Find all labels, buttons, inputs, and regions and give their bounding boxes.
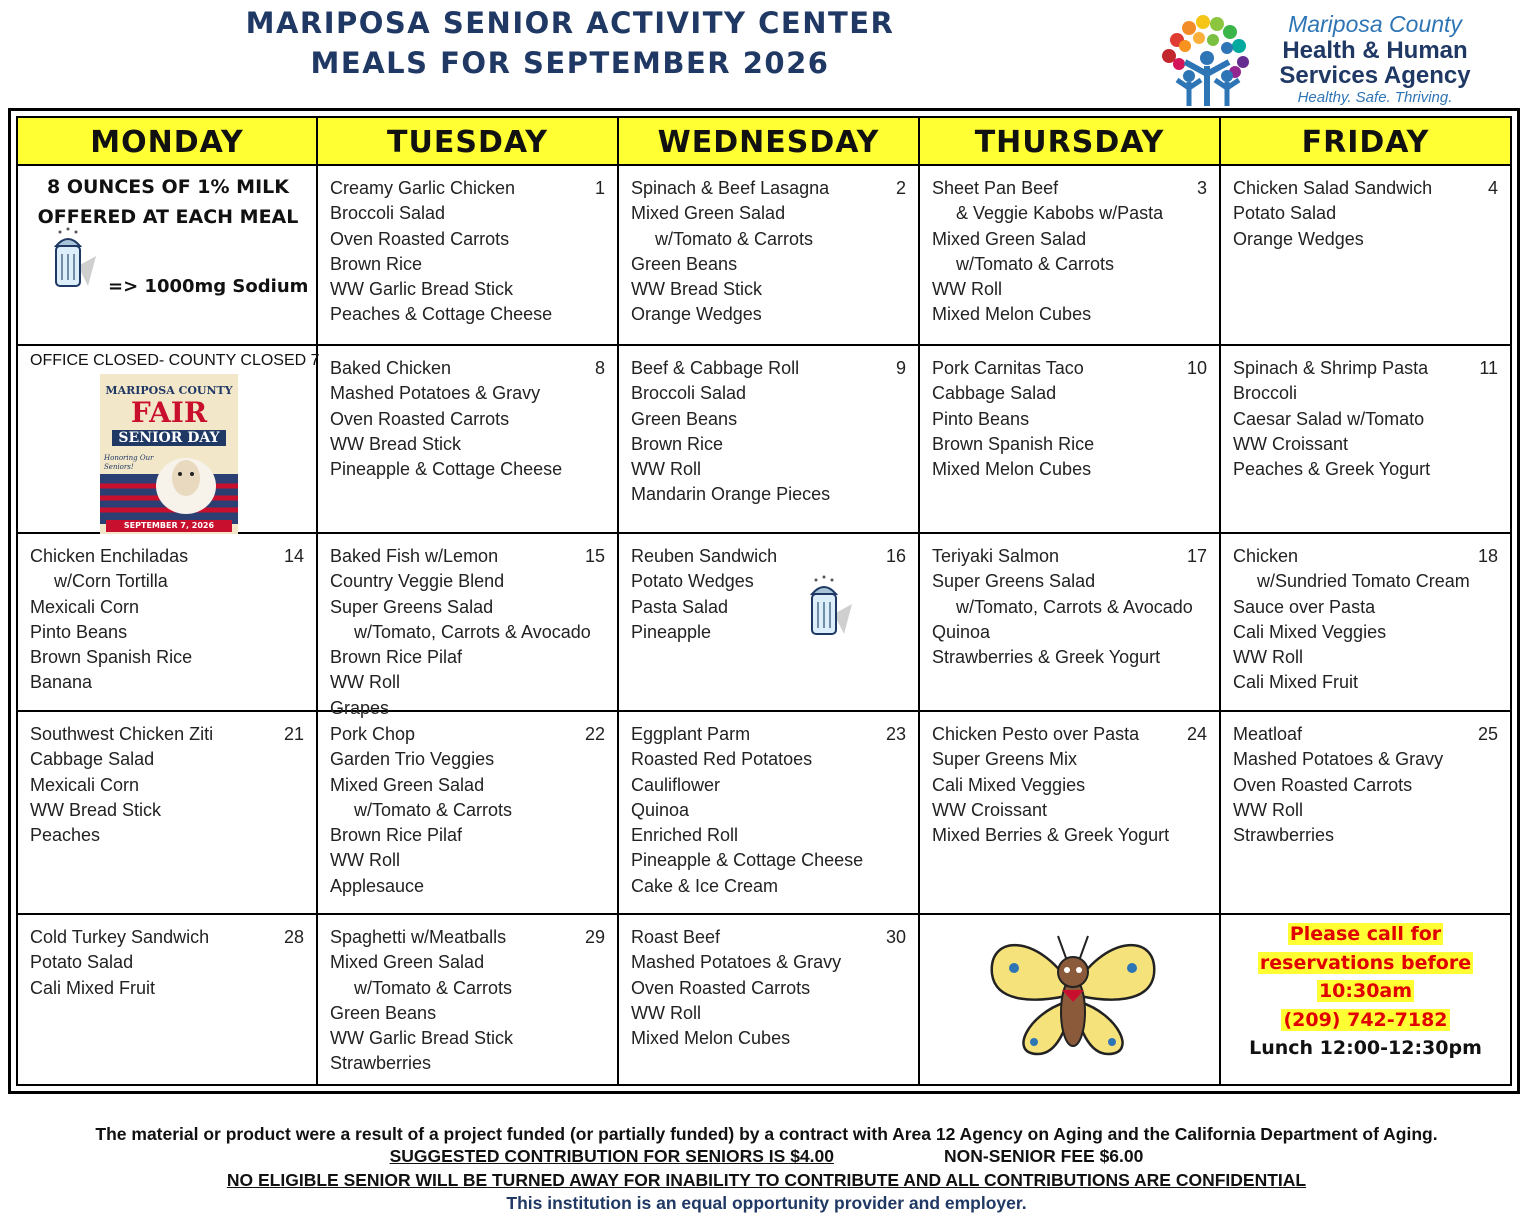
menu-item: Pinto Beans — [30, 621, 128, 642]
reservation-phone: (209) 742-7182 — [1283, 1008, 1448, 1031]
day-number: 18 — [1477, 546, 1498, 566]
menu-item: Cali Mixed Fruit — [1233, 672, 1359, 693]
menu-item: Sheet Pan Beef — [932, 178, 1059, 198]
menu-item: Mexicali Corn — [30, 774, 140, 795]
menu-item: Oven Roasted Carrots — [330, 408, 510, 429]
meal-cell — [330, 722, 611, 899]
suggested-contribution: SUGGESTED CONTRIBUTION FOR SENIORS IS $4.00 — [389, 1146, 834, 1166]
day-number: 10 — [1186, 358, 1207, 378]
menu-item: Green Beans — [631, 408, 738, 429]
menu-item: Cabbage Salad — [932, 383, 1057, 404]
menu-item: Cold Turkey Sandwich — [30, 927, 210, 947]
meal-cell — [631, 722, 912, 899]
menu-item: Spaghetti w/Meatballs — [330, 927, 507, 947]
reservation-line2: reservations before — [1259, 951, 1472, 974]
menu-item: WW Garlic Bread Stick — [330, 1028, 514, 1049]
menu-item: Brown Spanish Rice — [932, 433, 1095, 454]
grid-line — [18, 913, 1510, 915]
day-header-thursday: THURSDAY — [920, 118, 1219, 164]
menu-item: Pasta Salad — [631, 596, 729, 617]
menu-item: Roast Beef — [631, 927, 721, 947]
menu-item: WW Roll — [932, 279, 1002, 300]
tree-family-icon — [1155, 10, 1265, 110]
menu-item: Roasted Red Potatoes — [631, 749, 813, 770]
menu-item: Orange Wedges — [631, 304, 762, 325]
day-number: 15 — [584, 546, 605, 566]
menu-item: w/Tomato & Carrots — [655, 228, 814, 249]
logo-agency-line1: Health & Human — [1282, 37, 1468, 64]
menu-item: w/Corn Tortilla — [54, 571, 168, 592]
day-number: 3 — [1196, 178, 1207, 198]
funding-notice: The material or product were a result of a project funded (or partially funded) by a contract with Area 12 Agency on Aging and the California Department of Aging. — [95, 1124, 1438, 1144]
logo-tagline: Healthy. Safe. Thriving. — [1297, 89, 1453, 106]
menu-item: WW Roll — [1233, 799, 1303, 820]
day-number: 4 — [1487, 178, 1498, 198]
menu-item: Oven Roasted Carrots — [330, 228, 510, 249]
logo-agency-line2: Services Agency — [1279, 62, 1471, 89]
menu-item: Chicken Pesto over Pasta — [932, 724, 1140, 744]
menu-item: Potato Salad — [30, 952, 134, 973]
day-number: 29 — [584, 927, 605, 947]
menu-item: Mixed Melon Cubes — [631, 1028, 791, 1049]
menu-item: Reuben Sandwich — [631, 546, 778, 566]
sodium-note: => 1000mg Sodium — [108, 276, 309, 297]
butterfly-mascot-icon — [978, 924, 1168, 1074]
menu-item: Pineapple — [631, 621, 712, 642]
menu-item: Caesar Salad w/Tomato — [1233, 408, 1425, 429]
menu-item: & Veggie Kabobs w/Pasta — [956, 203, 1164, 224]
meal-cell — [1233, 544, 1504, 696]
milk-note-line2: OFFERED AT EACH MEAL — [37, 206, 299, 228]
meal-cell — [30, 925, 310, 1001]
day-header-wednesday: WEDNESDAY — [619, 118, 918, 164]
calendar-frame — [8, 108, 1520, 1094]
menu-item: Cake & Ice Cream — [631, 875, 779, 896]
meal-cell — [1233, 356, 1504, 482]
menu-item: WW Roll — [330, 850, 400, 871]
day-number: 16 — [885, 546, 906, 566]
menu-item: Oven Roasted Carrots — [1233, 774, 1413, 795]
menu-item: Cali Mixed Veggies — [1233, 621, 1387, 642]
day-number: 11 — [1479, 358, 1498, 378]
poster-date: SEPTEMBER 7, 2026 — [123, 521, 215, 530]
meal-cell — [1233, 176, 1504, 252]
day-number: 7 — [310, 352, 320, 369]
day-number: 24 — [1186, 724, 1207, 744]
agency-logo — [1155, 10, 1485, 108]
poster-fair: FAIR — [130, 396, 208, 429]
lunch-hours: Lunch 12:00-12:30pm — [1249, 1037, 1482, 1059]
menu-item: Strawberries — [1233, 825, 1335, 846]
meal-cell — [631, 176, 912, 328]
menu-item: Enriched Roll — [631, 825, 739, 846]
menu-item: Pork Carnitas Taco — [932, 358, 1084, 378]
menu-item: Mexicali Corn — [30, 596, 140, 617]
page-title: MARIPOSA SENIOR ACTIVITY CENTER — [245, 6, 895, 40]
menu-item: Spinach & Beef Lasagna — [631, 178, 830, 198]
menu-item: Peaches & Greek Yogurt — [1233, 459, 1431, 480]
menu-item: Brown Rice — [631, 433, 724, 454]
menu-item: Broccoli Salad — [330, 203, 446, 224]
menu-item: Creamy Garlic Chicken — [330, 178, 516, 198]
menu-item: Cali Mixed Veggies — [932, 774, 1086, 795]
menu-item: Mandarin Orange Pieces — [631, 484, 831, 505]
meal-cell — [631, 356, 912, 508]
meal-cell — [30, 722, 310, 848]
menu-item: Teriyaki Salmon — [932, 546, 1060, 566]
menu-item: WW Roll — [330, 672, 400, 693]
menu-item: Spinach & Shrimp Pasta — [1233, 358, 1429, 378]
menu-item: Strawberries & Greek Yogurt — [932, 647, 1161, 668]
menu-item: Pineapple & Cottage Cheese — [330, 459, 563, 480]
menu-item: Oven Roasted Carrots — [631, 977, 811, 998]
menu-item: Super Greens Mix — [932, 749, 1078, 770]
menu-item: Baked Chicken — [330, 358, 452, 378]
menu-item: Quinoa — [631, 799, 690, 820]
day-number: 28 — [283, 927, 304, 947]
grid-line — [18, 164, 1510, 166]
contribution-notice — [0, 1146, 1533, 1167]
menu-item: Pork Chop — [330, 724, 416, 744]
menu-item: Mixed Green Salad — [631, 203, 786, 224]
day-number: 1 — [594, 178, 605, 198]
menu-item: WW Roll — [1233, 647, 1303, 668]
menu-item: Mixed Melon Cubes — [932, 459, 1092, 480]
meal-cell — [932, 356, 1213, 482]
menu-item: Chicken — [1233, 546, 1299, 566]
menu-item: WW Croissant — [1233, 433, 1349, 454]
grid-line — [316, 118, 318, 1084]
meal-cell — [30, 544, 310, 696]
day-number: 21 — [283, 724, 304, 744]
meal-cell — [1233, 722, 1504, 848]
menu-item: Brown Rice Pilaf — [330, 647, 463, 668]
meal-cell — [932, 544, 1213, 670]
salt-shaker-icon — [48, 226, 98, 290]
menu-item: w/Tomato & Carrots — [956, 253, 1115, 274]
senior-day-poster — [100, 374, 238, 534]
menu-item: Applesauce — [330, 875, 425, 896]
menu-item: Southwest Chicken Ziti — [30, 724, 214, 744]
menu-item: WW Bread Stick — [30, 799, 162, 820]
day-number: 22 — [584, 724, 605, 744]
menu-item: Orange Wedges — [1233, 228, 1364, 249]
menu-item: Mashed Potatoes & Gravy — [1233, 749, 1444, 770]
non-senior-fee: NON-SENIOR FEE $6.00 — [944, 1146, 1144, 1166]
calendar-grid — [16, 116, 1512, 1086]
day-header-tuesday: TUESDAY — [318, 118, 617, 164]
grid-line — [18, 532, 1510, 534]
menu-item: w/Tomato, Carrots & Avocado — [956, 596, 1193, 617]
menu-item: Super Greens Salad — [330, 596, 494, 617]
menu-item: Potato Wedges — [631, 571, 754, 592]
grid-line — [18, 344, 1510, 346]
menu-item: Peaches & Cottage Cheese — [330, 304, 553, 325]
meal-cell — [631, 925, 912, 1051]
menu-item: Cabbage Salad — [30, 749, 155, 770]
milk-note — [18, 172, 318, 232]
menu-item: w/Tomato & Carrots — [354, 799, 513, 820]
menu-item: Brown Rice — [330, 253, 423, 274]
menu-item: Mixed Green Salad — [932, 228, 1087, 249]
poster-county: MARIPOSA COUNTY — [105, 384, 233, 397]
grid-line — [918, 118, 920, 1084]
menu-item: Super Greens Salad — [932, 571, 1096, 592]
poster-senior-day: SENIOR DAY — [112, 430, 226, 446]
menu-item: Sauce over Pasta — [1233, 596, 1376, 617]
menu-item: Broccoli Salad — [631, 383, 747, 404]
day-header-friday: FRIDAY — [1221, 118, 1510, 164]
day-number: 23 — [885, 724, 906, 744]
menu-item: Beef & Cabbage Roll — [631, 358, 800, 378]
equal-opportunity-notice: This institution is an equal opportunity provider and employer. — [506, 1193, 1027, 1213]
meal-cell — [330, 356, 611, 482]
menu-item: Broccoli — [1233, 383, 1298, 404]
menu-item: WW Garlic Bread Stick — [330, 279, 514, 300]
menu-item: Country Veggie Blend — [330, 571, 505, 592]
menu-item: Meatloaf — [1233, 724, 1303, 744]
reservation-time: 10:30am — [1318, 980, 1413, 1002]
menu-item: Peaches — [30, 825, 101, 846]
menu-item: Pinto Beans — [932, 408, 1030, 429]
menu-item: Garden Trio Veggies — [330, 749, 495, 770]
grid-line — [617, 118, 619, 1084]
grid-line — [18, 710, 1510, 712]
menu-item: Brown Spanish Rice — [30, 647, 193, 668]
logo-county: Mariposa County — [1288, 11, 1462, 37]
day-header-monday: MONDAY — [18, 118, 316, 164]
meal-cell — [330, 925, 611, 1077]
day-number: 2 — [895, 178, 906, 198]
reservation-box — [1221, 920, 1510, 1063]
menu-item: Mashed Potatoes & Gravy — [330, 383, 541, 404]
day-number: 25 — [1477, 724, 1498, 744]
menu-item: Mixed Melon Cubes — [932, 304, 1092, 325]
menu-item: WW Roll — [631, 459, 701, 480]
meal-cell — [631, 544, 912, 645]
day-number: 30 — [885, 927, 906, 947]
day-number: 9 — [895, 358, 906, 378]
menu-item: Cali Mixed Fruit — [30, 977, 156, 998]
menu-item: Strawberries — [330, 1053, 432, 1074]
menu-item: WW Bread Stick — [631, 279, 763, 300]
day-number: 17 — [1186, 546, 1207, 566]
menu-item: Pineapple & Cottage Cheese — [631, 850, 864, 871]
page-subtitle: MEALS FOR SEPTEMBER 2026 — [310, 46, 830, 80]
poster-honoring: Honoring Our Seniors! — [104, 454, 154, 471]
menu-item: w/Tomato, Carrots & Avocado — [354, 621, 591, 642]
milk-note-line1: 8 OUNCES OF 1% MILK — [47, 176, 289, 198]
reservation-line1: Please call for — [1289, 923, 1442, 945]
menu-item: Quinoa — [932, 621, 991, 642]
menu-item: Grapes — [330, 697, 390, 718]
menu-item: Mixed Berries & Greek Yogurt — [932, 825, 1170, 846]
menu-item: Chicken Enchiladas — [30, 546, 189, 566]
meal-cell — [932, 722, 1213, 848]
office-closed-note — [30, 352, 320, 370]
meal-cell — [330, 176, 611, 328]
menu-item: Baked Fish w/Lemon — [330, 546, 499, 566]
no-eligible-notice: NO ELIGIBLE SENIOR WILL BE TURNED AWAY FOR INABILITY TO CONTRIBUTE AND ALL CONTRIBUTIONS ARE CONFIDENTIAL — [226, 1170, 1307, 1190]
menu-item: WW Croissant — [932, 799, 1048, 820]
menu-item: Mixed Green Salad — [330, 774, 485, 795]
menu-item: WW Roll — [631, 1002, 701, 1023]
menu-item: Eggplant Parm — [631, 724, 751, 744]
menu-item: WW Bread Stick — [330, 433, 462, 454]
menu-item: Chicken Salad Sandwich — [1233, 178, 1433, 198]
menu-item: Banana — [30, 672, 93, 693]
menu-item: Cauliflower — [631, 774, 721, 795]
day-number: 14 — [283, 546, 304, 566]
meal-cell — [932, 176, 1213, 328]
meal-cell — [330, 544, 611, 721]
office-closed-text: OFFICE CLOSED- COUNTY CLOSED — [30, 352, 307, 369]
menu-item: Green Beans — [330, 1002, 437, 1023]
menu-item: Mixed Green Salad — [330, 952, 485, 973]
day-number: 8 — [594, 358, 605, 378]
menu-item: w/Sundried Tomato Cream — [1257, 571, 1470, 592]
menu-item: w/Tomato & Carrots — [354, 977, 513, 998]
menu-item: Brown Rice Pilaf — [330, 825, 463, 846]
menu-item: Green Beans — [631, 253, 738, 274]
menu-item: Mashed Potatoes & Gravy — [631, 952, 842, 973]
menu-item: Potato Salad — [1233, 203, 1337, 224]
